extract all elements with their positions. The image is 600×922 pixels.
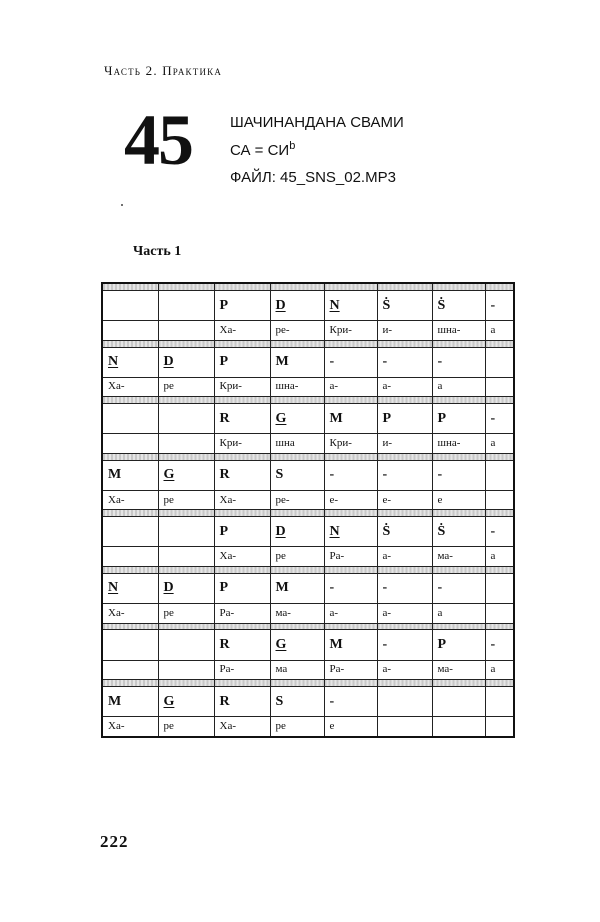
syllable-cell: ма- xyxy=(432,660,485,680)
separator-cell xyxy=(270,566,324,573)
lesson-title: ШАЧИНАНДАНА СВАМИ xyxy=(230,114,404,131)
syllable-cell: Кри- xyxy=(214,377,270,397)
separator-cell xyxy=(485,453,514,460)
note-cell: G xyxy=(270,404,324,434)
syllable-cell: Ха- xyxy=(102,603,158,623)
separator-cell xyxy=(214,340,270,347)
note-row xyxy=(102,347,514,377)
syllable-cell xyxy=(432,717,485,737)
syllable-cell: ма- xyxy=(432,547,485,567)
note-cell: - xyxy=(485,630,514,660)
note-cell: S xyxy=(270,460,324,490)
syllable-cell: ре xyxy=(158,490,214,510)
note-cell: M xyxy=(270,347,324,377)
note-cell: - xyxy=(485,404,514,434)
separator-cell xyxy=(270,283,324,291)
note-cell xyxy=(102,517,158,547)
separator-row xyxy=(102,680,514,687)
separator-cell xyxy=(377,623,432,630)
note-row xyxy=(102,573,514,603)
note-cell: N xyxy=(324,291,377,321)
syllable-cell xyxy=(102,547,158,567)
note-cell xyxy=(485,687,514,717)
note-cell: Ṡ xyxy=(377,291,432,321)
syllable-cell: Ра- xyxy=(214,660,270,680)
syllable-cell: а xyxy=(485,434,514,454)
separator-cell xyxy=(102,623,158,630)
separator-cell xyxy=(377,283,432,291)
syllable-cell xyxy=(485,603,514,623)
running-head: Часть 2. Практика xyxy=(104,63,223,78)
syllable-cell: е xyxy=(432,490,485,510)
separator-cell xyxy=(324,510,377,517)
note-cell: D xyxy=(158,573,214,603)
note-cell: R xyxy=(214,460,270,490)
note-cell: N xyxy=(102,573,158,603)
separator-cell xyxy=(214,566,270,573)
syllable-cell xyxy=(102,434,158,454)
separator-cell xyxy=(432,453,485,460)
note-cell xyxy=(485,573,514,603)
syllable-cell xyxy=(377,717,432,737)
note-cell: - xyxy=(485,291,514,321)
note-cell: R xyxy=(214,687,270,717)
separator-cell xyxy=(324,566,377,573)
syllable-cell xyxy=(102,660,158,680)
separator-cell xyxy=(102,283,158,291)
note-cell xyxy=(158,517,214,547)
separator-cell xyxy=(102,566,158,573)
note-cell xyxy=(102,291,158,321)
syllable-cell: и- xyxy=(377,321,432,341)
separator-cell xyxy=(432,623,485,630)
note-row xyxy=(102,630,514,660)
separator-cell xyxy=(158,453,214,460)
syllable-cell xyxy=(485,490,514,510)
syllable-cell: а xyxy=(485,660,514,680)
syllable-cell: и- xyxy=(377,434,432,454)
note-cell: - xyxy=(432,573,485,603)
separator-cell xyxy=(324,283,377,291)
syllable-row xyxy=(102,321,514,341)
syllable-cell: ре xyxy=(270,547,324,567)
syllable-cell: е xyxy=(324,717,377,737)
separator-cell xyxy=(377,566,432,573)
separator-cell xyxy=(377,340,432,347)
syllable-cell: Кри- xyxy=(214,434,270,454)
separator-cell xyxy=(324,623,377,630)
note-cell: S xyxy=(270,687,324,717)
separator-cell xyxy=(377,453,432,460)
note-cell xyxy=(158,404,214,434)
separator-cell xyxy=(324,680,377,687)
note-cell: P xyxy=(214,291,270,321)
separator-cell xyxy=(270,397,324,404)
separator-cell xyxy=(432,680,485,687)
note-cell: P xyxy=(214,347,270,377)
syllable-cell: а- xyxy=(377,377,432,397)
key-prefix: СА = СИ xyxy=(230,142,290,159)
syllable-cell xyxy=(158,547,214,567)
syllable-cell xyxy=(158,434,214,454)
note-cell xyxy=(158,291,214,321)
note-cell: P xyxy=(214,517,270,547)
note-cell: P xyxy=(214,573,270,603)
note-cell: R xyxy=(214,404,270,434)
note-cell: M xyxy=(324,630,377,660)
syllable-cell: а- xyxy=(324,377,377,397)
separator-cell xyxy=(270,510,324,517)
syllable-cell xyxy=(158,321,214,341)
separator-cell xyxy=(377,510,432,517)
syllable-cell: а- xyxy=(377,603,432,623)
separator-cell xyxy=(432,566,485,573)
note-cell: M xyxy=(270,573,324,603)
flat-sign: b xyxy=(289,140,296,152)
separator-cell xyxy=(158,510,214,517)
separator-cell xyxy=(432,510,485,517)
note-cell: D xyxy=(270,517,324,547)
separator-cell xyxy=(485,510,514,517)
syllable-cell: шна- xyxy=(270,377,324,397)
syllable-cell: ре xyxy=(158,377,214,397)
separator-row xyxy=(102,283,514,291)
syllable-cell: е- xyxy=(377,490,432,510)
syllable-cell: Ра- xyxy=(324,660,377,680)
syllable-row xyxy=(102,434,514,454)
syllable-row xyxy=(102,547,514,567)
note-cell xyxy=(485,460,514,490)
syllable-cell: ре- xyxy=(270,490,324,510)
syllable-cell: Ха- xyxy=(214,547,270,567)
separator-cell xyxy=(214,680,270,687)
note-cell xyxy=(377,687,432,717)
syllable-cell: Кри- xyxy=(324,321,377,341)
separator-cell xyxy=(377,680,432,687)
section-title: Часть 1 xyxy=(133,244,182,259)
separator-cell xyxy=(432,283,485,291)
separator-cell xyxy=(102,340,158,347)
separator-row xyxy=(102,453,514,460)
syllable-cell: а- xyxy=(377,660,432,680)
note-row xyxy=(102,687,514,717)
note-cell: - xyxy=(377,573,432,603)
syllable-cell: Кри- xyxy=(324,434,377,454)
note-cell: G xyxy=(158,687,214,717)
separator-cell xyxy=(485,397,514,404)
separator-cell xyxy=(158,340,214,347)
syllable-cell: а xyxy=(432,377,485,397)
note-cell: P xyxy=(432,630,485,660)
note-cell: G xyxy=(158,460,214,490)
syllable-row xyxy=(102,660,514,680)
separator-cell xyxy=(485,623,514,630)
note-cell: G xyxy=(270,630,324,660)
separator-cell xyxy=(214,397,270,404)
syllable-cell: шна- xyxy=(432,321,485,341)
separator-cell xyxy=(324,397,377,404)
separator-cell xyxy=(158,283,214,291)
note-cell: D xyxy=(270,291,324,321)
separator-cell xyxy=(158,566,214,573)
separator-cell xyxy=(270,623,324,630)
syllable-cell: шна xyxy=(270,434,324,454)
syllable-cell: а xyxy=(485,547,514,567)
separator-cell xyxy=(102,510,158,517)
lesson-key xyxy=(230,142,295,159)
notation-table xyxy=(101,282,515,738)
syllable-cell: ре xyxy=(158,603,214,623)
note-cell: - xyxy=(485,517,514,547)
syllable-cell: ре xyxy=(270,717,324,737)
syllable-cell: Ха- xyxy=(214,490,270,510)
syllable-cell: Ра- xyxy=(324,547,377,567)
syllable-cell xyxy=(158,660,214,680)
note-cell: Ṡ xyxy=(432,291,485,321)
syllable-row xyxy=(102,603,514,623)
note-cell: - xyxy=(324,347,377,377)
syllable-cell: е- xyxy=(324,490,377,510)
syllable-cell xyxy=(485,377,514,397)
separator-row xyxy=(102,566,514,573)
note-cell xyxy=(102,404,158,434)
syllable-cell: а xyxy=(432,603,485,623)
separator-cell xyxy=(270,340,324,347)
syllable-cell: Ха- xyxy=(102,377,158,397)
note-row xyxy=(102,404,514,434)
note-cell: Ṡ xyxy=(432,517,485,547)
separator-cell xyxy=(485,680,514,687)
note-cell: D xyxy=(158,347,214,377)
separator-cell xyxy=(214,623,270,630)
syllable-cell: ма- xyxy=(270,603,324,623)
separator-cell xyxy=(102,680,158,687)
separator-cell xyxy=(270,680,324,687)
syllable-cell xyxy=(102,321,158,341)
separator-row xyxy=(102,623,514,630)
note-cell xyxy=(158,630,214,660)
separator-cell xyxy=(214,453,270,460)
separator-cell xyxy=(158,680,214,687)
separator-cell xyxy=(158,623,214,630)
separator-cell xyxy=(270,453,324,460)
separator-row xyxy=(102,510,514,517)
note-cell: - xyxy=(377,630,432,660)
note-cell: M xyxy=(102,687,158,717)
note-cell: P xyxy=(432,404,485,434)
syllable-cell: шна- xyxy=(432,434,485,454)
syllable-cell: Ха- xyxy=(102,717,158,737)
separator-cell xyxy=(377,397,432,404)
syllable-row xyxy=(102,490,514,510)
syllable-cell: Ха- xyxy=(214,717,270,737)
separator-row xyxy=(102,340,514,347)
separator-cell xyxy=(214,510,270,517)
syllable-row xyxy=(102,717,514,737)
note-cell: - xyxy=(324,460,377,490)
note-cell: N xyxy=(324,517,377,547)
syllable-cell: ма xyxy=(270,660,324,680)
note-cell: P xyxy=(377,404,432,434)
syllable-cell: ре xyxy=(158,717,214,737)
note-cell: - xyxy=(432,460,485,490)
note-cell: - xyxy=(377,460,432,490)
note-cell: M xyxy=(102,460,158,490)
syllable-cell: а- xyxy=(324,603,377,623)
note-row xyxy=(102,291,514,321)
note-cell xyxy=(432,687,485,717)
syllable-cell xyxy=(485,717,514,737)
lesson-number: 45 xyxy=(124,100,192,180)
note-cell xyxy=(485,347,514,377)
syllable-cell: Ра- xyxy=(214,603,270,623)
syllable-cell: Ха- xyxy=(214,321,270,341)
separator-cell xyxy=(324,453,377,460)
separator-cell xyxy=(432,340,485,347)
syllable-cell: ре- xyxy=(270,321,324,341)
note-cell: - xyxy=(432,347,485,377)
syllable-cell: Ха- xyxy=(102,490,158,510)
note-cell: - xyxy=(324,573,377,603)
separator-cell xyxy=(485,340,514,347)
separator-cell xyxy=(214,283,270,291)
separator-cell xyxy=(158,397,214,404)
note-cell: - xyxy=(377,347,432,377)
separator-cell xyxy=(102,453,158,460)
separator-cell xyxy=(485,566,514,573)
note-cell: - xyxy=(324,687,377,717)
note-row xyxy=(102,460,514,490)
page-number: 222 xyxy=(100,832,129,851)
separator-cell xyxy=(432,397,485,404)
separator-cell xyxy=(324,340,377,347)
stray-mark xyxy=(121,204,123,206)
note-row xyxy=(102,517,514,547)
note-cell: M xyxy=(324,404,377,434)
syllable-cell: а- xyxy=(377,547,432,567)
note-cell: N xyxy=(102,347,158,377)
separator-cell xyxy=(485,283,514,291)
syllable-cell: а xyxy=(485,321,514,341)
syllable-row xyxy=(102,377,514,397)
note-cell: R xyxy=(214,630,270,660)
separator-row xyxy=(102,397,514,404)
note-cell: Ṡ xyxy=(377,517,432,547)
lesson-file: ФАЙЛ: 45_SNS_02.MP3 xyxy=(230,169,396,186)
separator-cell xyxy=(102,397,158,404)
note-cell xyxy=(102,630,158,660)
